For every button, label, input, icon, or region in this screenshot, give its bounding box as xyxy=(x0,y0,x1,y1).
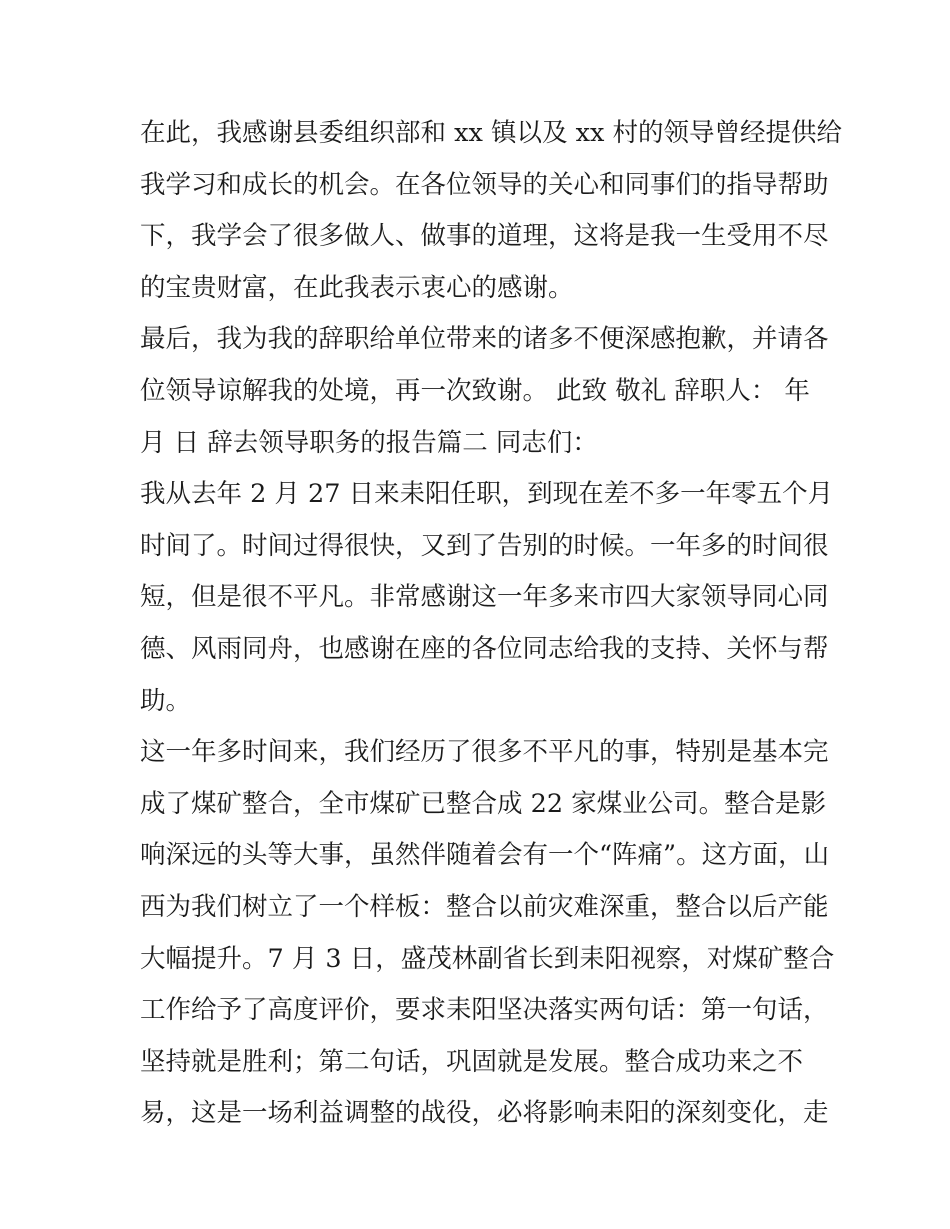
text-line: 我学习和成长的机会。在各位领导的关心和同事们的指导帮助 xyxy=(140,169,829,200)
text-line: 坚持就是胜利；第二句话，巩固就是发展。整合成功来之不 xyxy=(140,1046,804,1077)
text-line: 下，我学会了很多做人、做事的道理，这将是我一生受用不尽 xyxy=(140,221,829,252)
text-line: 时间了。时间过得很快，又到了告别的时候。一年多的时间很 xyxy=(140,530,829,561)
text-line: 短，但是很不平凡。非常感谢这一年多来市四大家领导同心同 xyxy=(140,582,829,613)
text-line: 西为我们树立了一个样板：整合以前灾难深重，整合以后产能 xyxy=(140,891,829,922)
text-line: 月 日 辞去领导职务的报告篇二 同志们： xyxy=(140,427,598,458)
body-text xyxy=(140,108,842,1140)
text-line: 这一年多时间来，我们经历了很多不平凡的事，特别是基本完 xyxy=(140,737,829,768)
text-line: 德、风雨同舟，也感谢在座的各位同志给我的支持、关怀与帮 xyxy=(140,633,829,664)
text-line: 位领导谅解我的处境，再一次致谢。 此致 敬礼 辞职人： 年 xyxy=(140,375,810,406)
text-line: 响深远的头等大事，虽然伴随着会有一个“阵痛”。这方面，山 xyxy=(140,840,830,871)
text-line: 的宝贵财富，在此我表示衷心的感谢。 xyxy=(140,272,574,303)
text-line: 成了煤矿整合，全市煤矿已整合成 22 家煤业公司。整合是影 xyxy=(140,788,827,819)
text-line: 易，这是一场利益调整的战役，必将影响耒阳的深刻变化，走 xyxy=(140,1098,829,1129)
text-line: 在此，我感谢县委组织部和 xx 镇以及 xx 村的领导曾经提供给 xyxy=(140,118,842,148)
text-line: 大幅提升。7 月 3 日，盛茂林副省长到耒阳视察，对煤矿整合 xyxy=(140,943,835,974)
text-line: 最后，我为我的辞职给单位带来的诸多不便深感抱歉，并请各 xyxy=(140,324,829,355)
text-line: 我从去年 2 月 27 日来耒阳任职，到现在差不多一年零五个月 xyxy=(140,479,834,510)
text-line: 助。 xyxy=(140,685,192,716)
text-line: 工作给予了高度评价，要求耒阳坚决落实两句话：第一句话， xyxy=(140,995,829,1026)
